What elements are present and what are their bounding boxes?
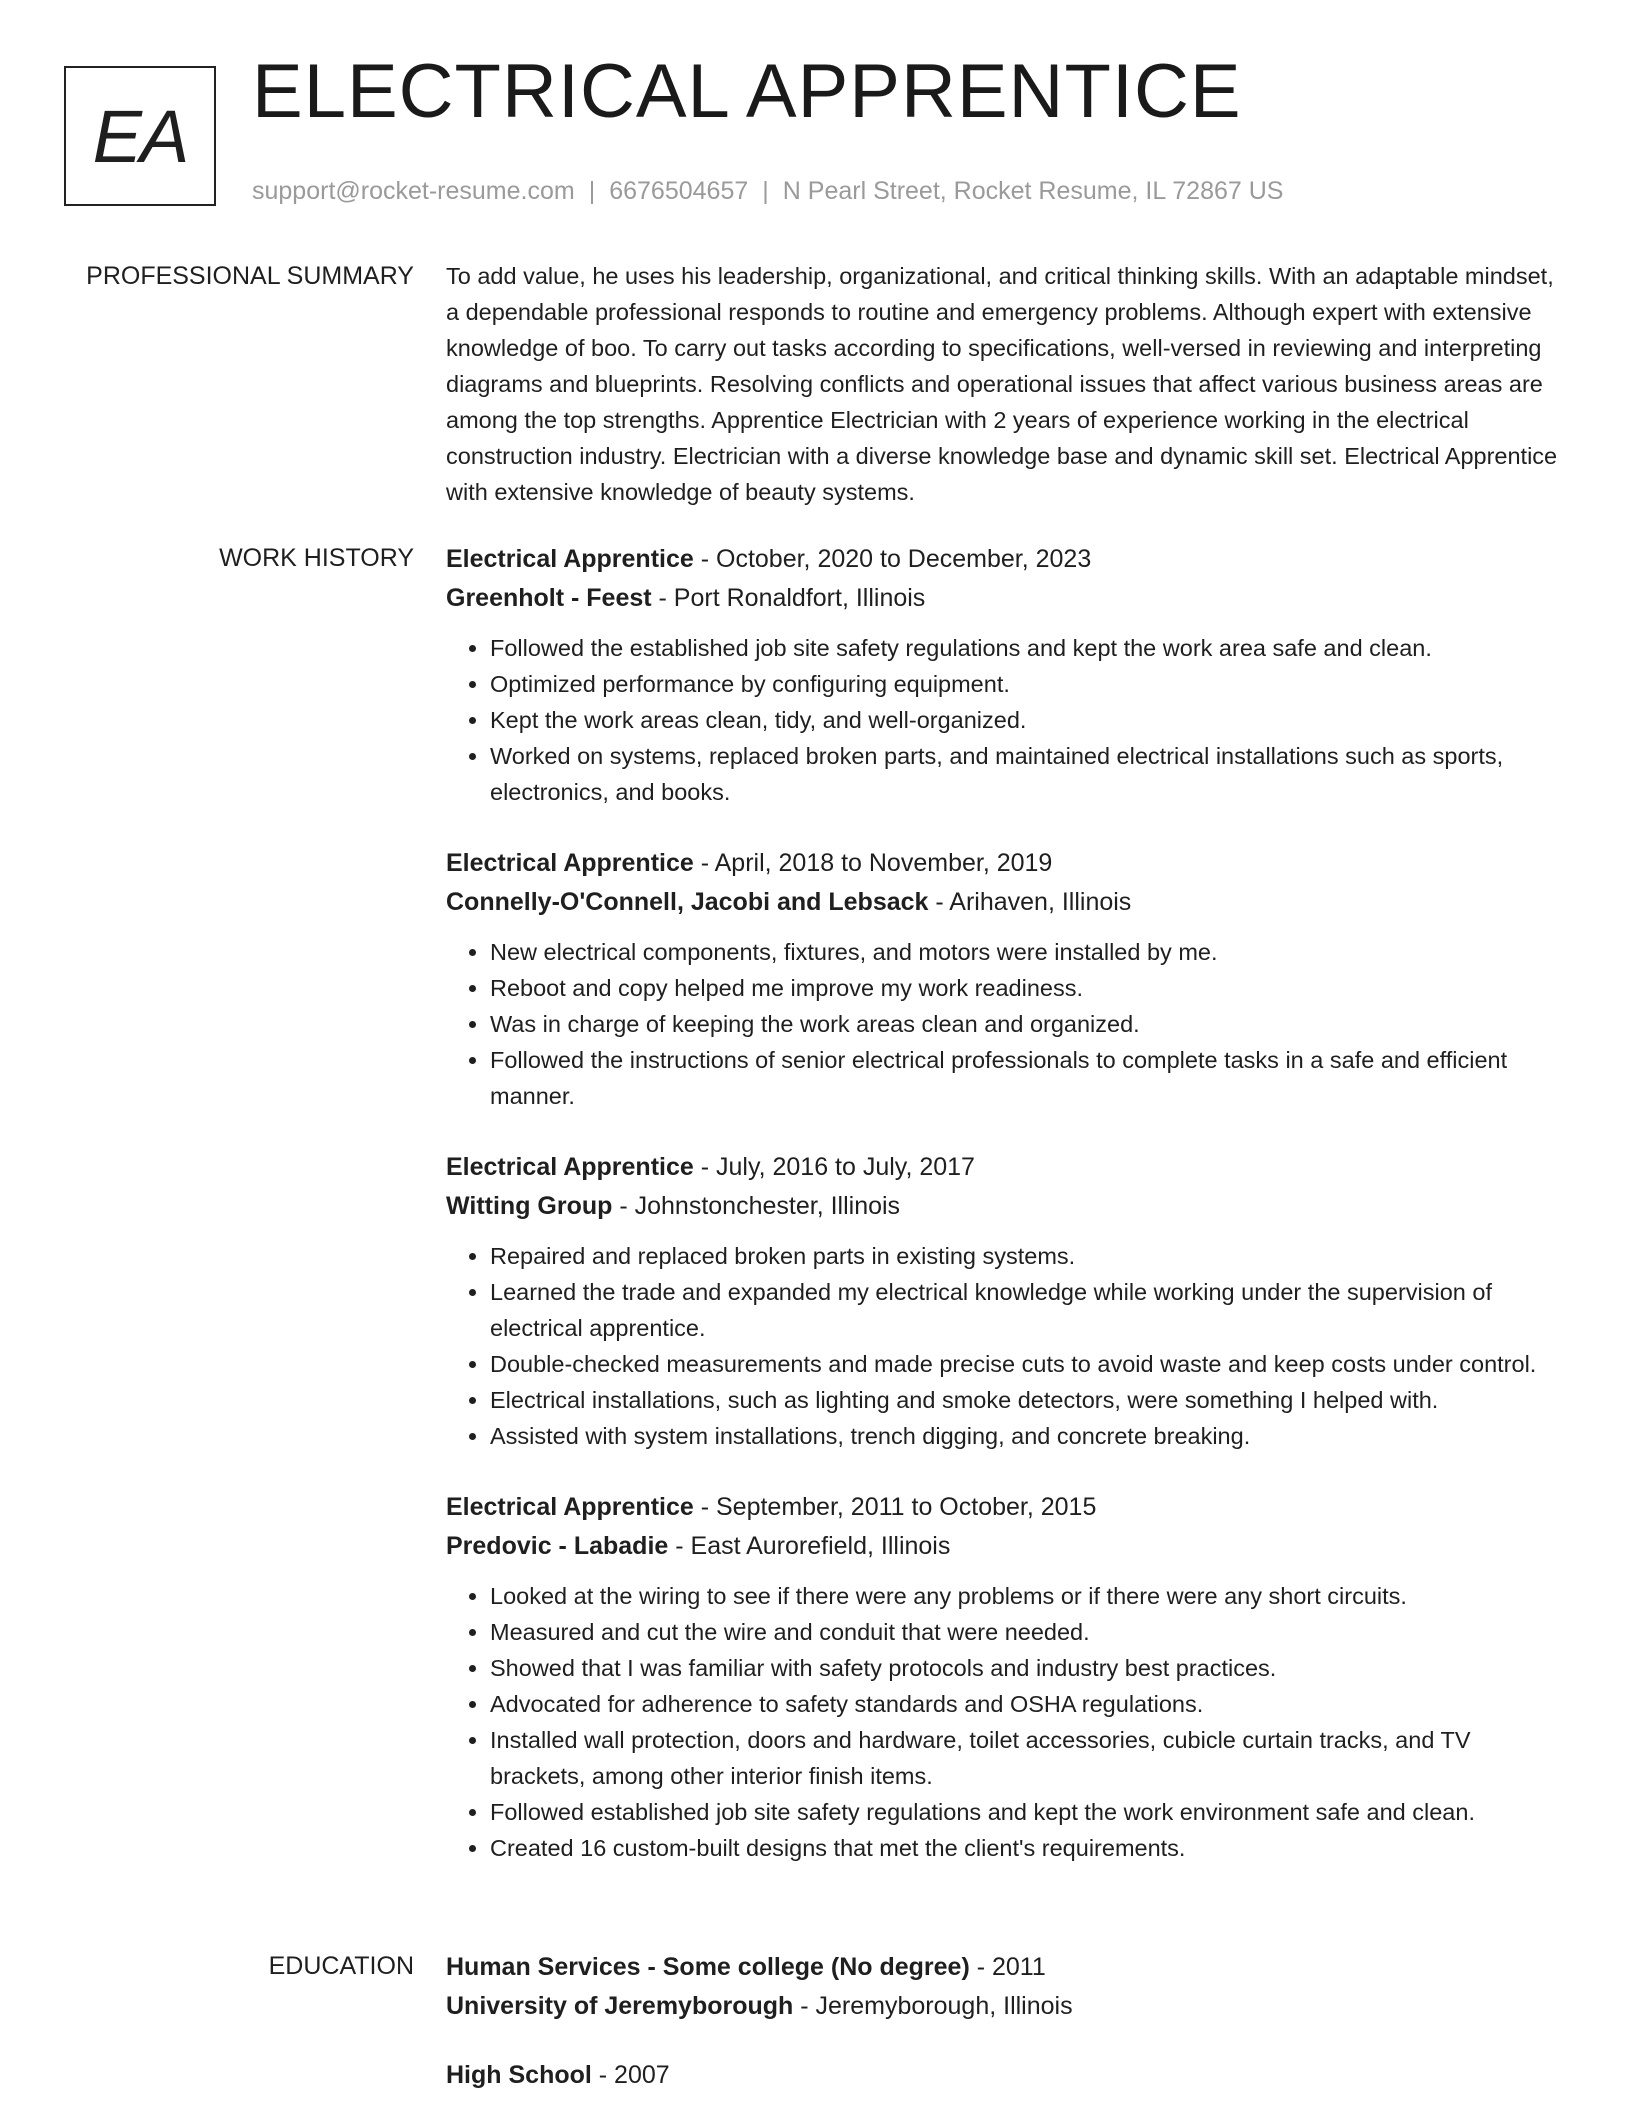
education-year: - 2011 [969, 1953, 1046, 1981]
education-entry [446, 1948, 1562, 2026]
job-company-line [446, 883, 1562, 922]
job-bullet: • Assisted with system installations, trench digging, and concrete breaking. [490, 1418, 1562, 1454]
education-school-line [446, 1987, 1562, 2026]
work-history-heading: WORK HISTORY [219, 544, 414, 572]
job-bullets [446, 630, 1562, 810]
education-body [446, 1948, 1562, 2125]
education-degree-line [446, 2056, 1562, 2095]
contact-address: N Pearl Street, Rocket Resume, IL 72867 US [782, 177, 1284, 205]
job-title-line [446, 1488, 1562, 1527]
job-location: - Johnstonchester, Illinois [612, 1192, 901, 1220]
job-title: Electrical Apprentice [446, 1493, 694, 1521]
job-dates: - September, 2011 to October, 2015 [693, 1493, 1097, 1521]
job-bullet: • Created 16 custom-built designs that met the client's requirements. [490, 1830, 1562, 1866]
job-bullet: • Showed that I was familiar with safety protocols and industry best practices. [490, 1650, 1562, 1686]
job-bullet: • Advocated for adherence to safety standards and OSHA regulations. [490, 1686, 1562, 1722]
job-location: - East Aurorefield, Illinois [668, 1532, 951, 1560]
monogram-badge: EA [64, 66, 216, 206]
job-title-line [446, 540, 1562, 579]
education-degree-line [446, 1948, 1562, 1987]
job-bullet: • Followed established job site safety regulations and kept the work environment safe and clean. [490, 1794, 1562, 1830]
job-company-line [446, 1527, 1562, 1566]
job-title: Electrical Apprentice [446, 1153, 694, 1181]
job-bullet: • Measured and cut the wire and conduit that were needed. [490, 1614, 1562, 1650]
contact-separator: | [762, 177, 769, 205]
job-company: Predovic - Labadie [446, 1532, 669, 1560]
job-entry [446, 540, 1562, 810]
job-company: Witting Group [446, 1192, 613, 1220]
education-location: - Jeremyborough, Illinois [793, 1992, 1073, 2020]
job-bullet: • Was in charge of keeping the work areas clean and organized. [490, 1006, 1562, 1042]
job-bullet: • Reboot and copy helped me improve my work readiness. [490, 970, 1562, 1006]
job-bullet: • Followed the established job site safety regulations and kept the work area safe and clean. [490, 630, 1562, 666]
job-bullet: • Electrical installations, such as lighting and smoke detectors, were something I helped with. [490, 1382, 1562, 1418]
job-bullet: • New electrical components, fixtures, and motors were installed by me. [490, 934, 1562, 970]
job-bullet: • Looked at the wiring to see if there were any problems or if there were any short circuits. [490, 1578, 1562, 1614]
education-entry [446, 2056, 1562, 2095]
candidate-name: ELECTRICAL APPRENTICE [252, 49, 1242, 134]
job-bullet: • Followed the instructions of senior electrical professionals to complete tasks in a safe and efficient manner. [490, 1042, 1562, 1114]
job-location: - Arihaven, Illinois [928, 888, 1132, 916]
job-bullet: • Worked on systems, replaced broken parts, and maintained electrical installations such as sports, electronics, and books. [490, 738, 1562, 810]
job-dates: - April, 2018 to November, 2019 [693, 849, 1053, 877]
job-company-line [446, 1187, 1562, 1226]
education-degree: Human Services - Some college (No degree) [446, 1953, 970, 1981]
job-entry [446, 844, 1562, 1114]
job-bullet: • Double-checked measurements and made precise cuts to avoid waste and keep costs under control. [490, 1346, 1562, 1382]
job-company: Greenholt - Feest [446, 584, 652, 612]
job-dates: - July, 2016 to July, 2017 [693, 1153, 975, 1181]
job-company-line [446, 579, 1562, 618]
education-heading: EDUCATION [268, 1952, 414, 1980]
job-bullets [446, 1238, 1562, 1454]
job-entry [446, 1148, 1562, 1454]
job-bullet: • Learned the trade and expanded my electrical knowledge while working under the supervision of electrical apprentice. [490, 1274, 1562, 1346]
contact-phone: 6676504657 [609, 177, 749, 205]
education-year: - 2007 [591, 2061, 670, 2089]
job-dates: - October, 2020 to December, 2023 [693, 545, 1092, 573]
job-title: Electrical Apprentice [446, 849, 694, 877]
job-bullets [446, 1578, 1562, 1866]
job-title-line [446, 1148, 1562, 1187]
contact-separator: | [588, 177, 596, 205]
contact-email: support@rocket-resume.com [252, 177, 575, 205]
job-location: - Port Ronaldfort, Illinois [651, 584, 926, 612]
job-entry [446, 1488, 1562, 1866]
job-title: Electrical Apprentice [446, 545, 694, 573]
summary-body [446, 258, 1562, 510]
job-company: Connelly-O'Connell, Jacobi and Lebsack [446, 888, 929, 916]
contact-line [252, 176, 1283, 206]
job-bullets [446, 934, 1562, 1114]
education-school: University of Jeremyborough [446, 1992, 794, 2020]
work-history-body [446, 540, 1562, 1900]
summary-heading: PROFESSIONAL SUMMARY [86, 262, 414, 290]
job-bullet: • Kept the work areas clean, tidy, and well-organized. [490, 702, 1562, 738]
job-bullet: • Installed wall protection, doors and hardware, toilet accessories, cubicle curtain tracks, and TV brackets, among other interior finish items. [490, 1722, 1562, 1794]
job-title-line [446, 844, 1562, 883]
job-bullet: • Optimized performance by configuring equipment. [490, 666, 1562, 702]
job-bullet: • Repaired and replaced broken parts in existing systems. [490, 1238, 1562, 1274]
education-degree: High School [446, 2061, 592, 2089]
summary-text: To add value, he uses his leadership, organizational, and critical thinking skills. With an adaptable mindset, a dependable professional responds to routine and emergency problems. Although expert with extensive knowledge of boo. To carry out tasks according to specifications, well-versed in reviewing and interpreting diagrams and blueprints. Resolving conflicts and operational issues that affect various business areas are among the top strengths. Apprentice Electrician with 2 years of experience working in the electrical construction industry. Electrician with a diverse knowledge base and dynamic skill set. Electrical Apprentice with extensive knowledge of beauty systems. [446, 263, 1558, 505]
